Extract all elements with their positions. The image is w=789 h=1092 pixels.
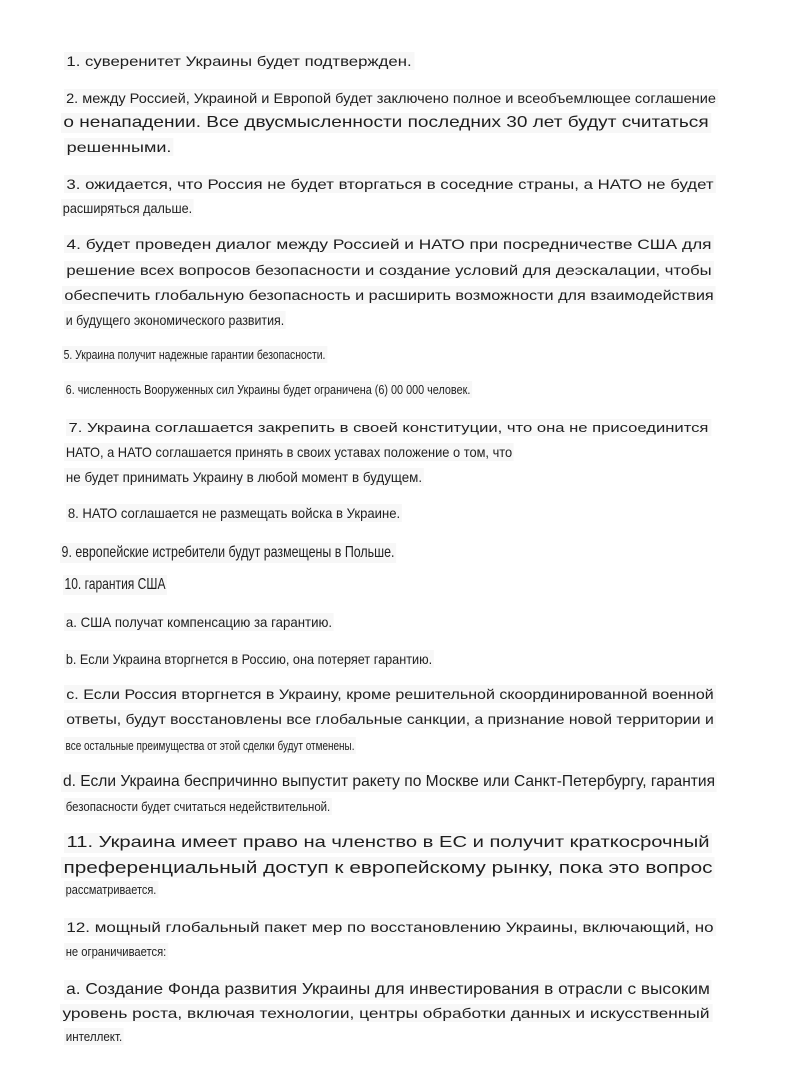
point-10c-line-3: все остальные преимущества от этой сделки будут отменены. — [65, 738, 355, 753]
point-2-line-2: о ненападении. Все двусмысленности последних 30 лет будут считаться — [61, 113, 711, 133]
point-11-line-2: преференциальный доступ к европейскому рынку, пока это вопрос — [61, 857, 715, 878]
point-11-line-3: рассматривается. — [65, 882, 157, 897]
point-7-line-1: 7. Украина соглашается закрепить в своей конституции, что она не присоединится — [66, 419, 711, 436]
point-10c-line-1: c. Если Россия вторгнется в Украину, кроме решительной скоординированной военной — [64, 685, 716, 703]
point-12a-line-2: уровень роста, включая технологии, центры обработки данных и искусственный — [60, 1004, 712, 1022]
point-2-line-3: решенными. — [64, 138, 174, 156]
point-4-line-2: решение всех вопросов безопасности и создание условий для деэскалации, чтобы — [64, 261, 714, 279]
point-12a-line-1: a. Создание Фонда развития Украины для инвестирования в отрасли с высоким — [64, 980, 712, 1000]
point-12a-line-3: интеллект. — [65, 1029, 123, 1044]
point-3-line-1: 3. ожидается, что Россия не будет вторгаться в соседние страны, а НАТО не будет — [64, 175, 716, 193]
point-8: 8. НАТО соглашается не размещать войска в Украине. — [67, 505, 401, 521]
point-10d-line-2: безопасности будет считаться недействительной. — [65, 799, 331, 814]
point-5: 5. Украина получит надежные гарантии безопасности. — [63, 347, 326, 362]
point-1: 1. суверенитет Украины будет подтвержден. — [64, 52, 414, 70]
point-10: 10. гарантия США — [64, 576, 166, 593]
point-9: 9. европейские истребители будут размещены в Польше. — [61, 544, 395, 561]
point-2-line-1: 2. между Россией, Украиной и Европой будет заключено полное и всеобъемлющее соглашение — [64, 89, 718, 107]
point-12-line-2: не ограничивается: — [65, 944, 167, 959]
point-7-line-2: НАТО, а НАТО соглашается принять в своих уставах положение о том, что — [65, 444, 513, 460]
point-10d-line-1: d. Если Украина беспричинно выпустит ракету по Москве или Санкт-Петербургу, гарантия — [62, 773, 716, 790]
point-10a: a. США получат компенсацию за гарантию. — [65, 614, 333, 630]
point-3-line-2: расширяться дальше. — [62, 200, 193, 216]
point-10b: b. Если Украина вторгнется в Россию, она потеряет гарантию. — [65, 651, 433, 667]
point-4-line-1: 4. будет проведен диалог между Россией и НАТО при посредничестве США для — [64, 235, 714, 253]
point-4-line-3: обеспечить глобальную безопасность и расширить возможности для взаимодействия — [62, 286, 716, 304]
point-6: 6. численность Вооруженных сил Украины будет ограничена (6) 00 000 человек. — [65, 382, 471, 397]
point-4-line-4: и будущего экономического развития. — [65, 312, 285, 328]
point-7-line-3: не будет принимать Украину в любой момент в будущем. — [65, 469, 423, 485]
point-11-line-1: 11. Украина имеет право на членство в ЕС и получит краткосрочный — [64, 833, 712, 853]
point-12-line-1: 12. мощный глобальный пакет мер по восстановлению Украины, включающий, но — [64, 918, 716, 936]
point-10c-line-2: ответы, будут восстановлены все глобальные санкции, а признание новой территории и — [64, 710, 716, 728]
